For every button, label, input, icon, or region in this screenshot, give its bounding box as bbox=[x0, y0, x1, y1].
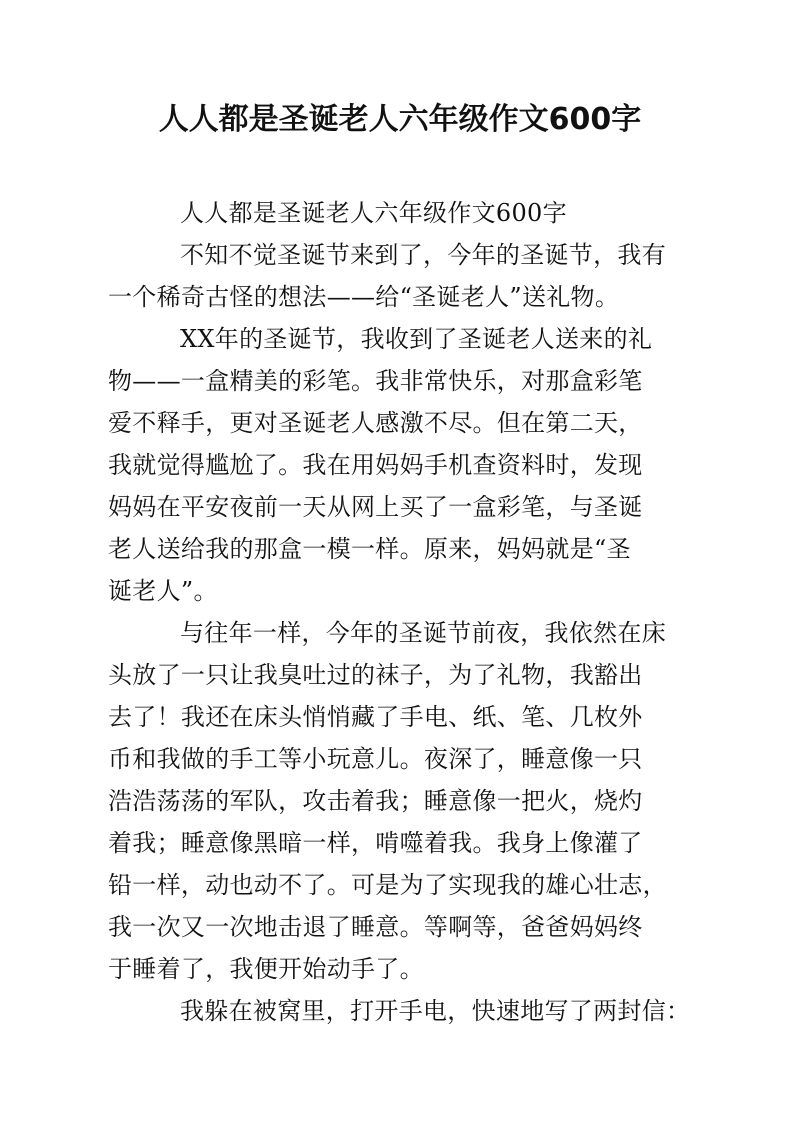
text-line: 人人都是圣诞老人六年级作文600字 bbox=[180, 199, 567, 227]
text-line: 我就觉得尴尬了。我在用妈妈手机查资料时，发现 bbox=[108, 451, 643, 479]
text-line: 一个稀奇古怪的想法——给“圣诞老人”送礼物。 bbox=[108, 283, 620, 311]
text-line: 诞老人”。 bbox=[108, 577, 218, 605]
text-line: 于睡着了，我便开始动手了。 bbox=[108, 955, 424, 983]
document-title: 人人都是圣诞老人六年级作文600字 bbox=[158, 102, 642, 137]
document-body bbox=[108, 192, 708, 1032]
text-line: 爱不释手，更对圣诞老人感激不尽。但在第二天， bbox=[108, 409, 643, 437]
text-line: 妈妈在平安夜前一天从网上买了一盒彩笔，与圣诞 bbox=[108, 493, 643, 521]
text-line: 我一次又一次地击退了睡意。等啊等，爸爸妈妈终 bbox=[108, 913, 643, 941]
text-line: 与往年一样，今年的圣诞节前夜，我依然在床 bbox=[180, 619, 666, 647]
text-line: 头放了一只让我臭吐过的袜子，为了礼物，我豁出 bbox=[108, 661, 643, 689]
text-line: 铅一样，动也动不了。可是为了实现我的雄心壮志， bbox=[108, 871, 667, 899]
text-line: 不知不觉圣诞节来到了，今年的圣诞节，我有 bbox=[180, 241, 666, 269]
text-line: 去了！我还在床头悄悄藏了手电、纸、笔、几枚外 bbox=[108, 703, 643, 731]
text-line: 着我；睡意像黑暗一样，啃噬着我。我身上像灌了 bbox=[108, 829, 643, 857]
text-line: XX年的圣诞节，我收到了圣诞老人送来的礼 bbox=[180, 325, 653, 353]
text-line: 物——一盒精美的彩笔。我非常快乐，对那盒彩笔 bbox=[108, 367, 643, 395]
text-line: 我躲在被窝里，打开手电，快速地写了两封信： bbox=[180, 997, 691, 1025]
text-line: 币和我做的手工等小玩意儿。夜深了，睡意像一只 bbox=[108, 745, 643, 773]
text-line: 浩浩荡荡的军队，攻击着我；睡意像一把火，烧灼 bbox=[108, 787, 643, 815]
text-line: 老人送给我的那盒一模一样。原来，妈妈就是“圣 bbox=[108, 535, 631, 563]
